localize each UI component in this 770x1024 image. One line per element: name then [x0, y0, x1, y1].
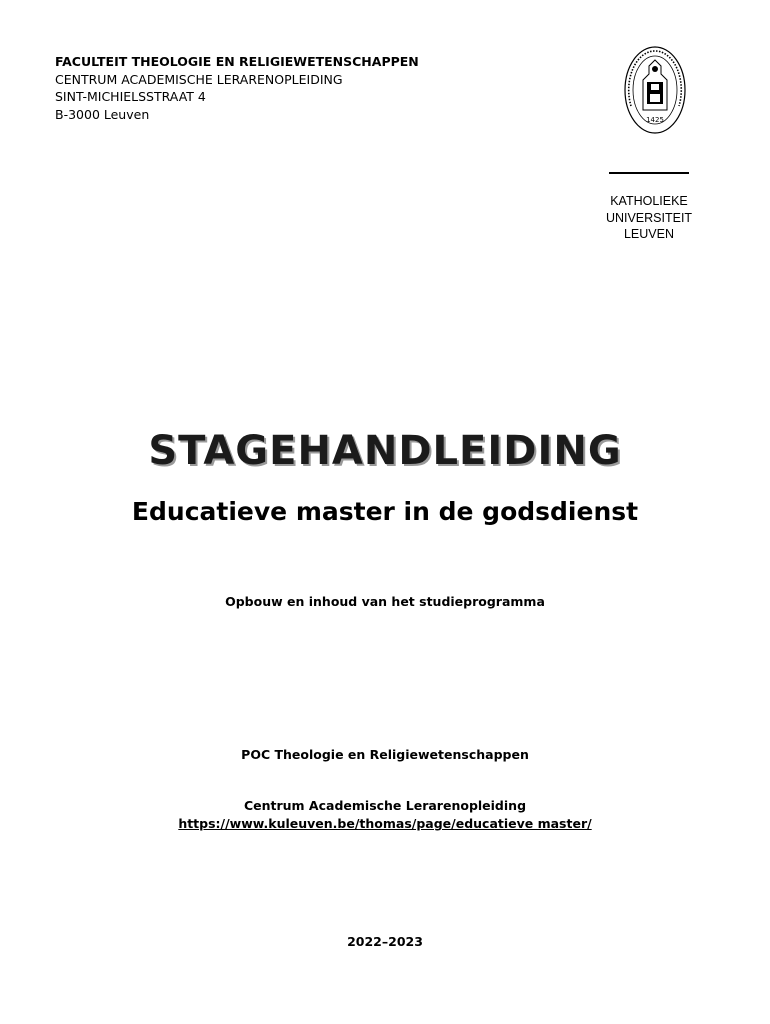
university-line-3: LEUVEN: [623, 227, 675, 241]
centre-full-name: Centrum Academische Lerarenopleiding: [243, 798, 527, 813]
university-name: [590, 193, 708, 243]
university-seal-icon: [622, 44, 688, 136]
document-title: STAGEHANDLEIDING: [148, 428, 622, 474]
faculty-name: FACULTEIT THEOLOGIE EN RELIGIEWETENSCHAPPEN: [55, 54, 419, 69]
document-subtitle: Educatieve master in de godsdienst: [131, 497, 639, 526]
university-line-2: UNIVERSITEIT: [605, 210, 693, 225]
seal-year: 1425: [646, 116, 664, 124]
university-line-1: KATHOLIEKE: [610, 194, 688, 208]
website-link[interactable]: https://www.kuleuven.be/thomas/page/educatieve master/: [178, 816, 592, 831]
document-description: Opbouw en inhoud van het studieprogramma: [225, 594, 545, 609]
centre-name: CENTRUM ACADEMISCHE LERARENOPLEIDING: [55, 71, 343, 87]
poc-name: POC Theologie en Religiewetenschappen: [241, 747, 529, 762]
address-block: [55, 53, 419, 123]
city-address: B-3000 Leuven: [55, 106, 150, 122]
academic-year: 2022–2023: [347, 934, 423, 949]
divider-line: [609, 172, 689, 174]
street-address: SINT-MICHIELSSTRAAT 4: [55, 89, 206, 104]
